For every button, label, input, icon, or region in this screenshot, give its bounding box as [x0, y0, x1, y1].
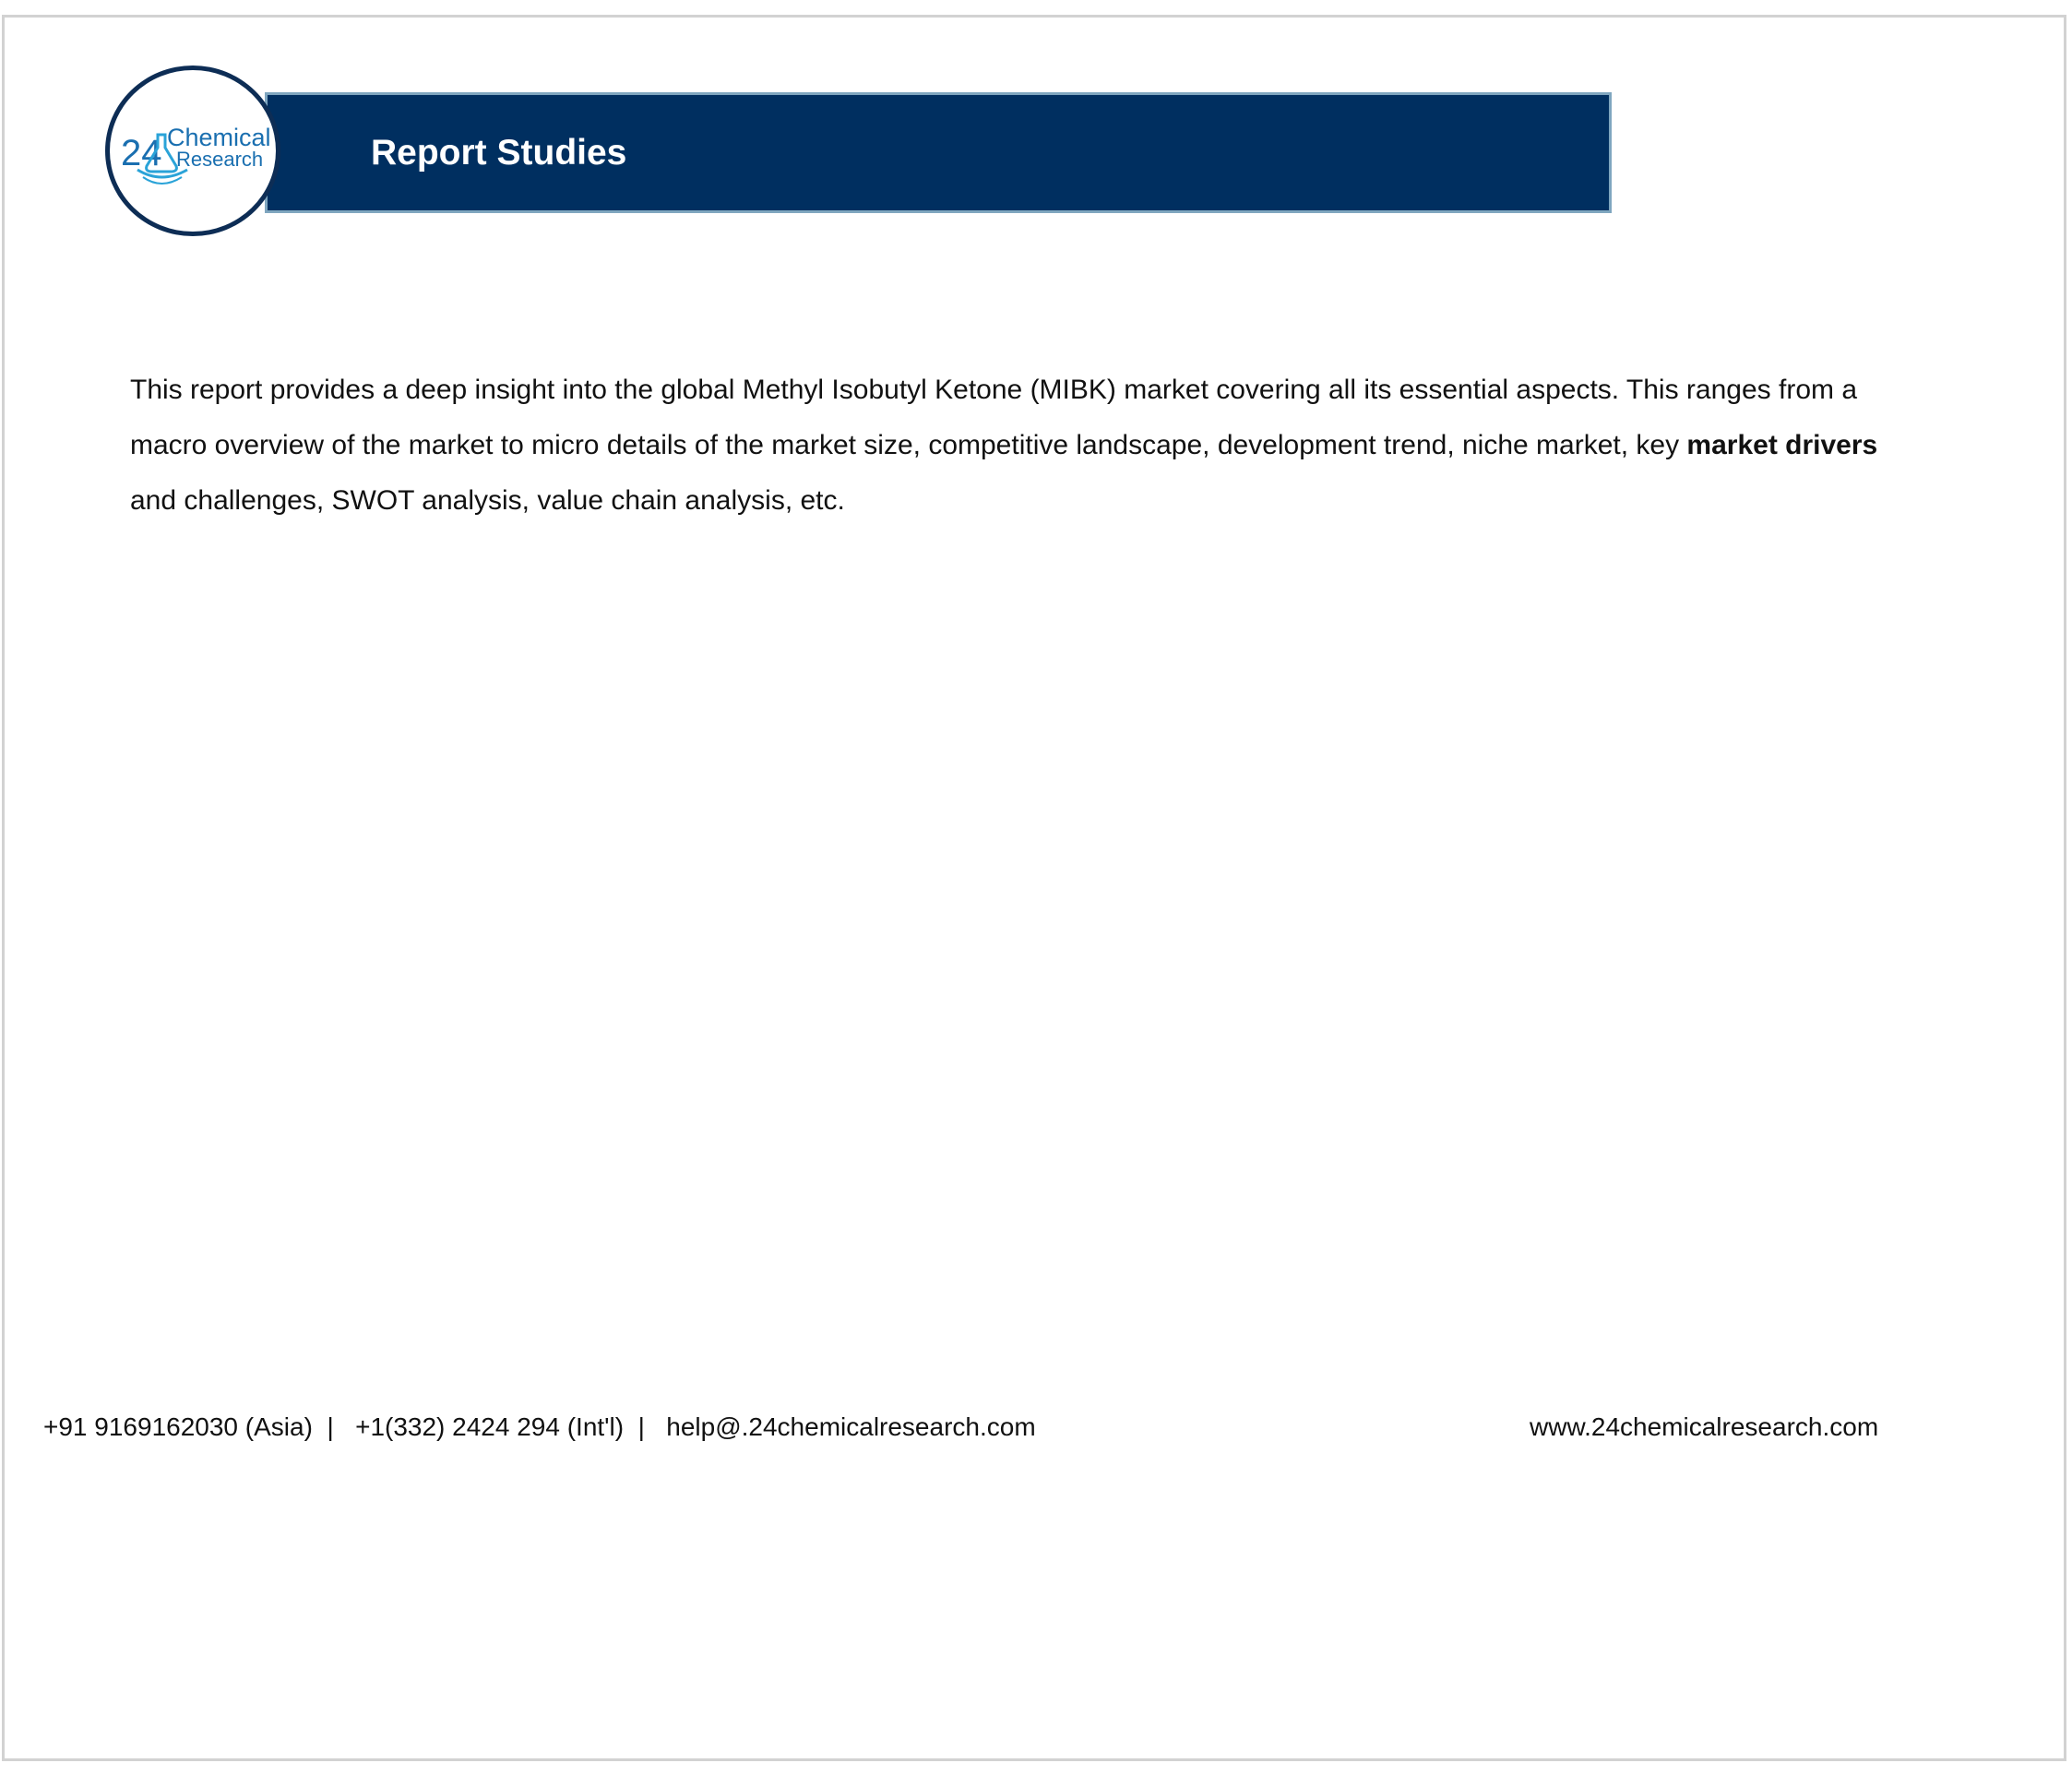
- intro-text-part2: and challenges, SWOT analysis, value chain analysis, etc.: [130, 485, 845, 516]
- logo-graphic: [110, 70, 276, 232]
- separator-2: |: [637, 1412, 645, 1441]
- phone-intl: +1(332) 2424 294 (Int'l): [355, 1412, 625, 1441]
- logo-line1: Chemical: [167, 124, 271, 151]
- email-link[interactable]: help@.24chemicalresearch.com: [666, 1412, 1036, 1441]
- page-frame: [2, 15, 2066, 1761]
- header-banner: [265, 92, 1612, 213]
- phone-asia: +91 9169162030 (Asia): [43, 1412, 313, 1441]
- intro-bold-phrase: market drivers: [1686, 430, 1878, 460]
- intro-text-part1: This report provides a deep insight into the global Methyl Isobutyl Ketone (MIBK) market covering all its essential aspects. This ranges from a macro overview of the market to micro details of the market size, competitive landscape, development trend, niche market, key: [130, 375, 1858, 460]
- separator-1: |: [327, 1412, 334, 1441]
- footer-contacts: [43, 1407, 1036, 1447]
- company-logo: [105, 66, 280, 236]
- banner-title: Report Studies: [371, 133, 627, 173]
- logo-line2: Research: [176, 148, 264, 171]
- logo-number: 24: [121, 133, 162, 173]
- website-link[interactable]: www.24chemicalresearch.com: [1530, 1412, 1879, 1441]
- report-intro-paragraph: [130, 363, 1901, 529]
